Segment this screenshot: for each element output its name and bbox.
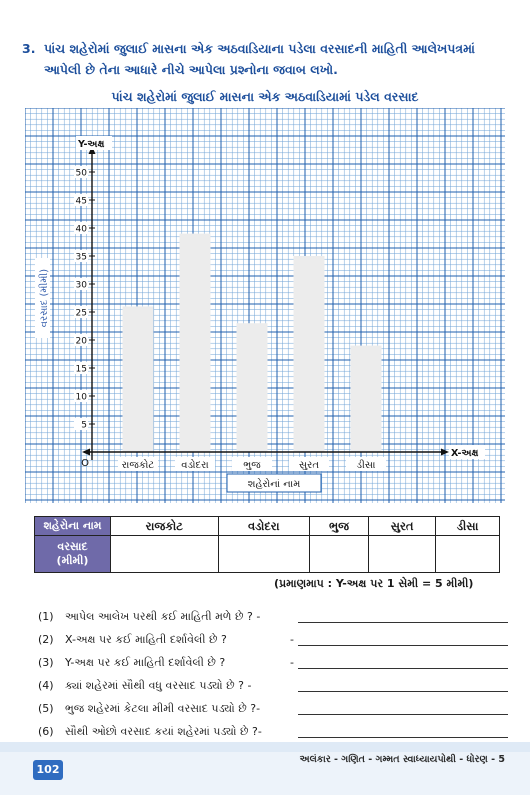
answer-line[interactable] [298,622,508,623]
dash-mark: - [290,633,294,646]
question-text: પાંચ શહેરોમાં જુલાઈ માસના એક અઠવાડિયાના પડેલા વરસાદની માહિતી આલેખપત્રમાં આપેલી છે તેના આધારે નીચે આપેલા પ્રશ્નોના જવાબ લખો. [44,41,475,77]
question-item-number: (3) [38,656,54,669]
category-label: રાજકોટ [121,460,155,471]
y-tick-label: 35 [75,252,87,263]
table-header-label: શહેરોના નામ [35,517,111,536]
bar [237,323,268,452]
question-item-number: (2) [38,633,54,646]
question-item-number: (1) [38,610,54,623]
bar [294,256,325,452]
scale-note: (પ્રમાણમાપ : Y-અક્ષ પર 1 સેમી = 5 મીમી) [274,577,474,590]
question-number: 3. [22,41,36,56]
footer-text: અલંકાર - ગણિત - ગમ્મત સ્વાધ્યાયપોથી - ધોરણ - 5 [299,754,505,765]
question-item-text: Y-અક્ષ પર કઈ માહિતી દર્શાવેલી છે ? [65,656,226,669]
answer-cell[interactable] [111,536,219,573]
table-header-row [35,517,500,536]
chart-title: પાંચ શહેરોમાં જુલાઈ માસના એક અઠવાડિયામાં પડેલ વરસાદ [111,89,419,104]
x-axis-name: X-અક્ષ [451,448,479,459]
answer-line[interactable] [298,668,508,669]
table-column-header: રાજકોટ [111,517,219,536]
answer-line[interactable] [298,645,508,646]
answer-cell[interactable] [436,536,500,573]
question-item-text: આપેલ આલેખ પરથી કઈ માહિતી મળે છે ? - [65,610,261,623]
question-item [38,654,508,677]
origin-label: O [81,458,89,469]
question-item [38,631,508,654]
bar [180,234,211,452]
category-label: ડીસા [356,460,376,471]
rainfall-bar-chart [25,108,505,503]
question-item [38,700,508,723]
question-item [38,608,508,631]
table-row-label [35,536,111,573]
y-axis-name: Y-અક્ષ [78,139,105,150]
answer-cell[interactable] [218,536,309,573]
question-item-text: ભુજ શહેરમાં કેટલા મીમી વરસાદ પડ્યો છે ?- [65,702,261,715]
answer-cell[interactable] [369,536,436,573]
table-column-header: સુરત [369,517,436,536]
answer-cell[interactable] [309,536,368,573]
y-tick-label: 45 [75,196,87,207]
chart-svg [25,108,505,503]
row-label-line2: (મીમી) [56,554,89,567]
ylabel: વરસાદ (મીમી) [39,268,50,328]
y-tick-label: 25 [75,308,87,319]
category-label: ભુજ [243,460,261,471]
category-label: સુરત [299,460,319,471]
question-item [38,677,508,700]
row-label-line1: વરસાદ [57,540,88,553]
question-item-number: (6) [38,725,54,738]
question-item-number: (4) [38,679,54,692]
y-tick-label: 30 [75,280,87,291]
answer-line[interactable] [298,691,508,692]
y-tick-label: 15 [75,364,87,375]
rainfall-table [34,516,500,573]
question-item-text: સૌથી ઓછો વરસાદ કયાં શહેરમાં પડ્યો છે ?- [65,725,262,738]
y-tick-label: 20 [75,336,87,347]
question-item-text: X-અક્ષ પર કઈ માહિતી દર્શાવેલી છે ? [65,633,227,646]
question-list [38,608,508,746]
ylabel-group [35,258,50,338]
bar [351,346,382,452]
dash-mark: - [290,656,294,669]
y-tick-label: 5 [81,420,87,431]
category-label: વડોદરા [181,460,209,471]
question-item-text: ક્યાં શહેરમાં સૌથી વધુ વરસાદ પડ્યો છે ? - [65,679,252,692]
page-number: 102 [33,760,63,780]
bar [123,306,154,452]
y-tick-label: 10 [75,392,87,403]
table-value-row [35,536,500,573]
xlabel: શહેરોનાં નામ [247,479,301,490]
y-tick-label: 50 [75,168,87,179]
table-column-header: વડોદરા [218,517,309,536]
answer-line[interactable] [298,737,508,738]
table-column-header: ભુજ [309,517,368,536]
table-column-header: ડીસા [436,517,500,536]
answer-line[interactable] [298,714,508,715]
y-tick-label: 40 [75,224,87,235]
question-item-number: (5) [38,702,54,715]
